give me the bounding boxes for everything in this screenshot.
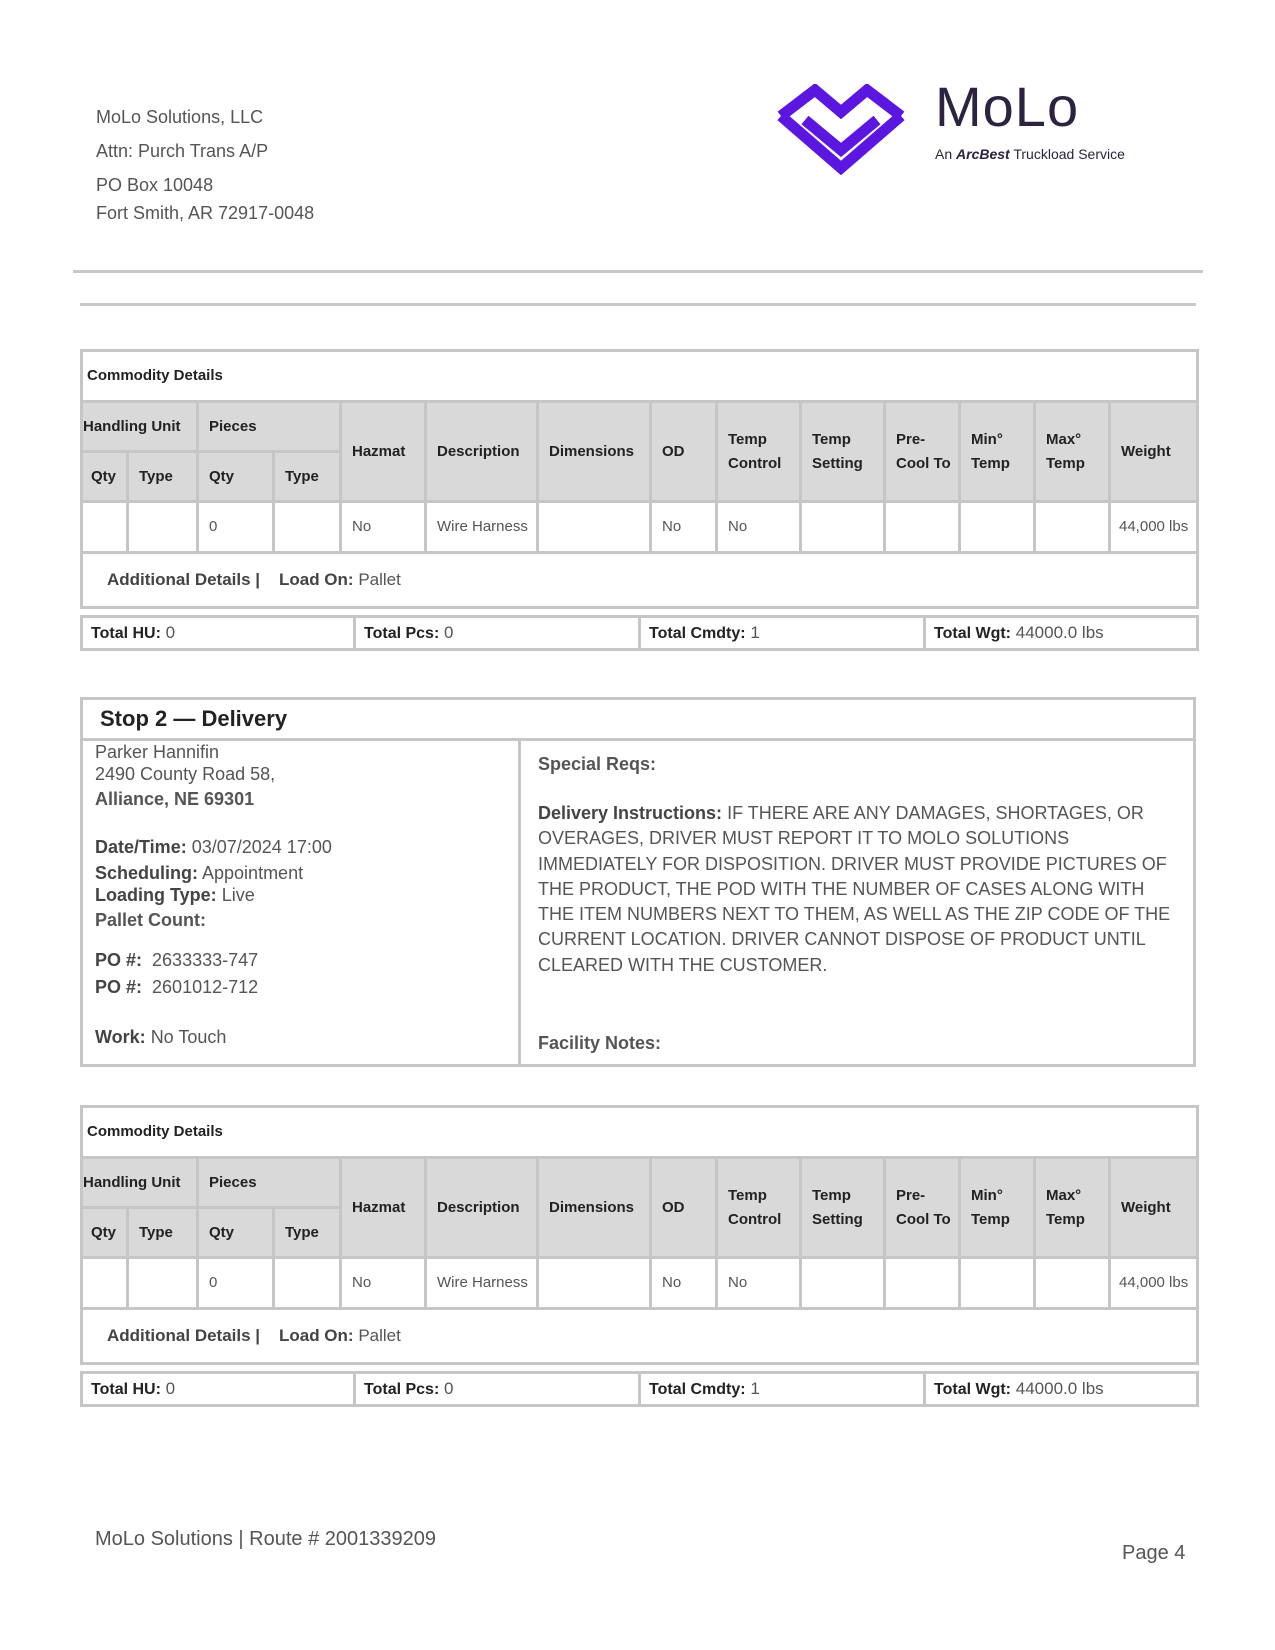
cell-temp-setting (801, 1258, 885, 1309)
cell-hazmat: No (341, 502, 426, 553)
total-hu-label: Total HU: (91, 625, 161, 642)
po-value-1: 2633333-747 (152, 950, 259, 970)
cell-hu-type (128, 502, 198, 553)
hdr-temp-control: Temp Control (717, 1158, 801, 1258)
hdr-hazmat: Hazmat (341, 402, 426, 502)
hdr-pcs-qty: Qty (198, 452, 274, 502)
molo-mark-icon (775, 84, 907, 176)
total-pcs-label: Total Pcs: (364, 625, 440, 642)
hdr-temp-setting: Temp Setting (801, 1158, 885, 1258)
load-on-label: Load On: (278, 570, 354, 589)
hdr-hu-type: Type (128, 1208, 198, 1258)
total-pcs-label: Total Pcs: (364, 1381, 440, 1398)
totals-table-2 (80, 1371, 1199, 1407)
cell-description: Wire Harness (426, 1258, 538, 1309)
cell-description: Wire Harness (426, 502, 538, 553)
hdr-weight: Weight (1110, 1158, 1198, 1258)
hdr-hu-type: Type (128, 452, 198, 502)
hdr-temp-control: Temp Control (717, 402, 801, 502)
delivery-instructions (538, 801, 1178, 978)
logo-wordmark: MoLo (935, 75, 1080, 138)
additional-details-label: Additional Details | (107, 1326, 261, 1345)
hdr-min-temp: Min° Temp (960, 402, 1035, 502)
total-cmdty (640, 1373, 925, 1406)
delivery-label: Delivery Instructions: (538, 803, 723, 823)
total-cmdty-label: Total Cmdty: (649, 1381, 746, 1398)
divider-second (80, 303, 1196, 306)
commodity-caption: Commodity Details (82, 1107, 1198, 1158)
scheduling-value: Appointment (202, 863, 304, 883)
footer-route: MoLo Solutions | Route # 2001339209 (95, 1528, 437, 1550)
po-value-2: 2601012-712 (152, 977, 259, 997)
cell-weight: 44,000 lbs (1110, 1258, 1198, 1309)
cell-pcs-qty: 0 (198, 1258, 274, 1309)
stop-city: Alliance, NE 69301 (95, 789, 255, 809)
hdr-pcs-qty: Qty (198, 1208, 274, 1258)
tagline-post: Truckload Service (1013, 146, 1125, 162)
cell-hu-type (128, 1258, 198, 1309)
datetime-label: Date/Time: (95, 837, 187, 857)
hdr-hu-qty: Qty (82, 1208, 128, 1258)
stop-panel (80, 697, 1196, 1067)
hdr-temp-setting: Temp Setting (801, 402, 885, 502)
hdr-dimensions: Dimensions (538, 402, 651, 502)
tagline-pre: An (935, 146, 953, 162)
stop-left-column (83, 741, 521, 1064)
cell-weight: 44,000 lbs (1110, 502, 1198, 553)
cell-pre-cool (885, 1258, 960, 1309)
total-wgt-value: 44000.0 lbs (1015, 1379, 1104, 1398)
pallet-count-label: Pallet Count: (95, 910, 206, 930)
hdr-weight: Weight (1110, 402, 1198, 502)
hdr-pre-cool: Pre-Cool To (885, 402, 960, 502)
logo-tagline (935, 146, 1125, 162)
hdr-od: OD (651, 402, 717, 502)
total-hu-value: 0 (165, 623, 176, 642)
datetime-value: 03/07/2024 17:00 (191, 837, 332, 857)
cell-pcs-qty: 0 (198, 502, 274, 553)
work-label: Work: (95, 1027, 146, 1047)
hdr-max-temp: Max° Temp (1035, 1158, 1110, 1258)
total-hu-value: 0 (165, 1379, 176, 1398)
additional-details (82, 1309, 1198, 1364)
hdr-dimensions: Dimensions (538, 1158, 651, 1258)
po-line-2 (95, 977, 258, 998)
cell-od: No (651, 502, 717, 553)
hdr-description: Description (426, 402, 538, 502)
stop-loading (95, 885, 255, 906)
hdr-pcs-type: Type (274, 452, 341, 502)
total-hu (82, 617, 355, 650)
hdr-pieces: Pieces (198, 402, 341, 452)
commodity-table-1 (80, 349, 1199, 609)
attn-line: Attn: Purch Trans A/P (96, 141, 269, 161)
load-on-label: Load On: (278, 1326, 354, 1345)
total-wgt (925, 617, 1198, 650)
additional-details (82, 553, 1198, 608)
additional-details-label: Additional Details | (107, 570, 261, 589)
cell-temp-setting (801, 502, 885, 553)
delivery-text: IF THERE ARE ANY DAMAGES, SHORTAGES, OR OVERAGES, DRIVER MUST REPORT IT TO MOLO SOLUTIONS IMMEDIATELY FOR DISPOSITION. DRIVER MUST PROVIDE PICTURES OF THE PRODUCT, THE POD WITH THE NUMBER OF CASES ALONG WITH THE ITEM NUMBERS NEXT TO THEM, AS WELL AS THE ZIP CODE OF THE CURRENT LOCATION. DRIVER CANNOT DISPOSE OF PRODUCT UNTIL CLEARED WITH THE CUSTOMER. (538, 803, 1171, 975)
cell-max-temp (1035, 502, 1110, 553)
cell-temp-control: No (717, 502, 801, 553)
cell-pcs-type (274, 1258, 341, 1309)
stop-scheduling (95, 863, 303, 884)
facility-notes-label: Facility Notes: (538, 1033, 662, 1053)
hdr-max-temp: Max° Temp (1035, 402, 1110, 502)
stop-name: Parker Hannifin (95, 742, 220, 762)
hdr-hu-qty: Qty (82, 452, 128, 502)
cell-dimensions (538, 1258, 651, 1309)
hdr-hazmat: Hazmat (341, 1158, 426, 1258)
cell-hazmat: No (341, 1258, 426, 1309)
commodity-caption: Commodity Details (82, 351, 1198, 402)
hdr-pcs-type: Type (274, 1208, 341, 1258)
company-name: MoLo Solutions, LLC (96, 107, 264, 127)
table-row (82, 1258, 1198, 1309)
total-wgt (925, 1373, 1198, 1406)
cell-temp-control: No (717, 1258, 801, 1309)
hdr-min-temp: Min° Temp (960, 1158, 1035, 1258)
cell-min-temp (960, 502, 1035, 553)
cell-max-temp (1035, 1258, 1110, 1309)
total-pcs (355, 617, 640, 650)
city-line: Fort Smith, AR 72917-0048 (96, 203, 315, 223)
hdr-handling-unit: Handling Unit (82, 402, 198, 452)
po-box: PO Box 10048 (96, 175, 214, 195)
cell-pre-cool (885, 502, 960, 553)
total-pcs-value: 0 (444, 1379, 454, 1398)
loading-label: Loading Type: (95, 885, 217, 905)
cell-od: No (651, 1258, 717, 1309)
total-cmdty-value: 1 (750, 1379, 760, 1398)
cell-hu-qty (82, 502, 128, 553)
stop-datetime (95, 837, 332, 858)
stop-street: 2490 County Road 58, (95, 764, 276, 784)
work-value: No Touch (150, 1027, 227, 1047)
po-line-1 (95, 950, 258, 971)
total-cmdty (640, 617, 925, 650)
total-wgt-label: Total Wgt: (934, 625, 1012, 642)
total-cmdty-value: 1 (750, 623, 760, 642)
hdr-description: Description (426, 1158, 538, 1258)
tagline-brand: ArcBest (956, 146, 1010, 162)
hdr-od: OD (651, 1158, 717, 1258)
footer-page-number: Page 4 (1122, 1542, 1186, 1564)
cell-min-temp (960, 1258, 1035, 1309)
cell-dimensions (538, 502, 651, 553)
hdr-pieces: Pieces (198, 1158, 341, 1208)
total-wgt-value: 44000.0 lbs (1015, 623, 1104, 642)
po-label: PO #: (95, 977, 143, 997)
molo-logo (775, 75, 1145, 176)
table-row (82, 502, 1198, 553)
commodity-table-2 (80, 1105, 1199, 1365)
cell-hu-qty (82, 1258, 128, 1309)
total-hu-label: Total HU: (91, 1381, 161, 1398)
totals-table-1 (80, 615, 1199, 651)
divider-top (73, 270, 1203, 273)
hdr-pre-cool: Pre-Cool To (885, 1158, 960, 1258)
stop-work (95, 1027, 226, 1048)
stop-title: Stop 2 — Delivery (83, 700, 1193, 741)
total-wgt-label: Total Wgt: (934, 1381, 1012, 1398)
stop-right-column (521, 741, 1193, 1064)
special-reqs-label: Special Reqs: (538, 754, 657, 774)
load-on-value: Pallet (358, 570, 401, 589)
total-cmdty-label: Total Cmdty: (649, 625, 746, 642)
cell-pcs-type (274, 502, 341, 553)
total-pcs (355, 1373, 640, 1406)
total-pcs-value: 0 (444, 623, 454, 642)
load-on-value: Pallet (358, 1326, 401, 1345)
loading-value: Live (221, 885, 255, 905)
total-hu (82, 1373, 355, 1406)
hdr-handling-unit: Handling Unit (82, 1158, 198, 1208)
po-label: PO #: (95, 950, 143, 970)
scheduling-label: Scheduling: (95, 863, 198, 883)
